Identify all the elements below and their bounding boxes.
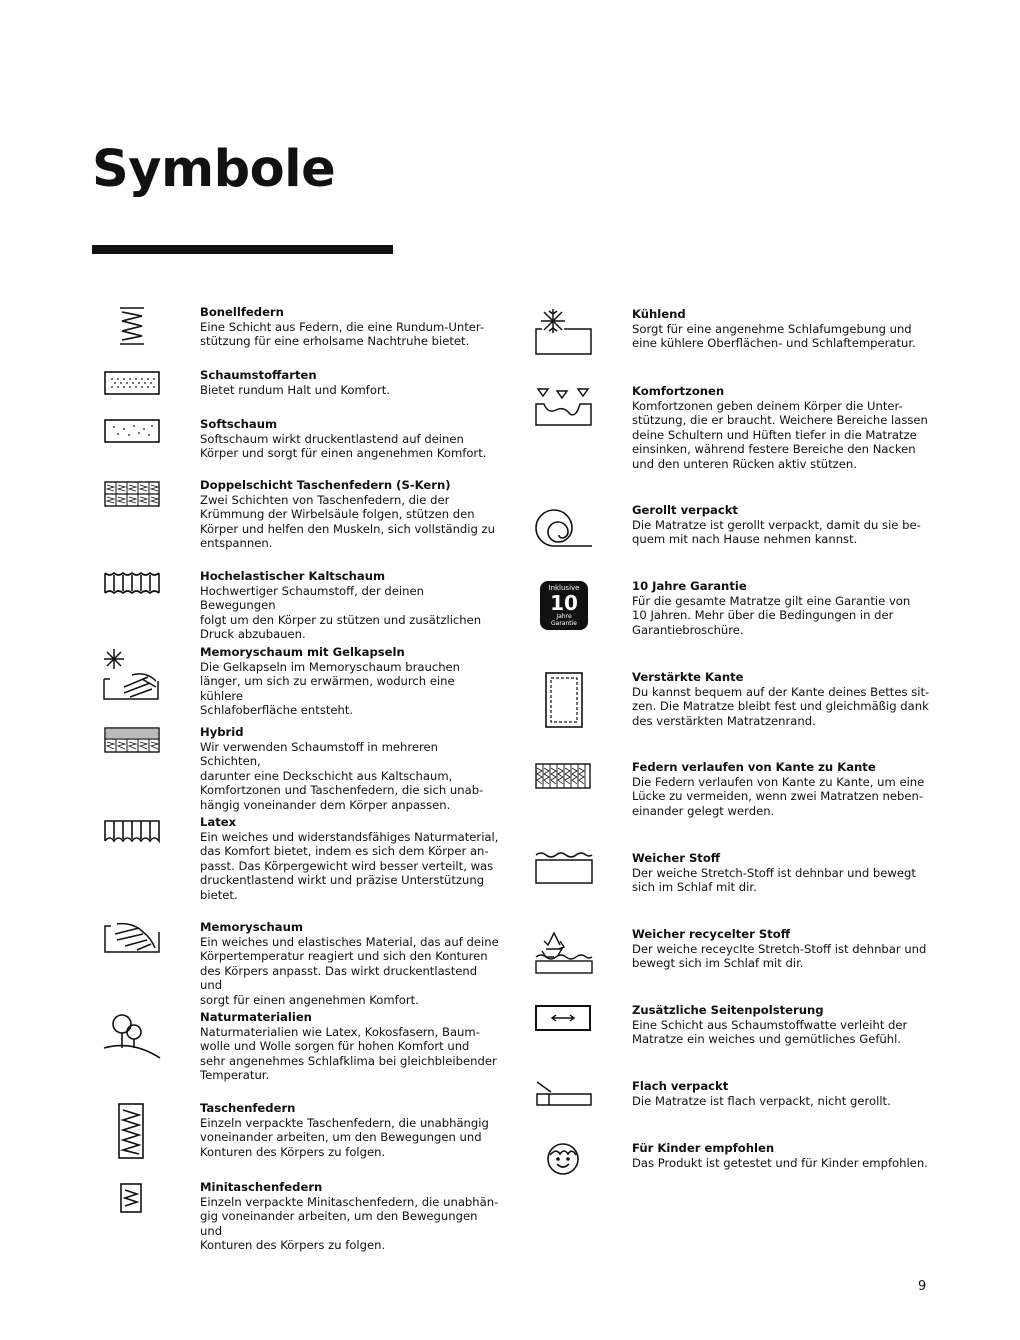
entry-title: Latex (200, 815, 237, 829)
entry-description: Die Gelkapseln im Memoryschaum brauchen länger, um sich zu erwärmen, wodurch eine kühlere Schlafoberfläche entsteht. (200, 659, 461, 717)
entry-description: Der weiche receycIte Stretch-Stoff ist dehnbar und bewegt sich im Schlaf mit dir. (632, 941, 927, 970)
cooling-icon (534, 307, 594, 357)
entry-description: Einzeln verpackte Minitaschenfedern, die unabhän- gig voneinander arbeiten, um den Bewegungen und Konturen des Körpers zu folgen. (200, 1194, 499, 1252)
entry-title: 10 Jahre Garantie (632, 579, 747, 593)
entry-title: Schaumstoffarten (200, 368, 317, 382)
entry-description: Hochwertiger Schaumstoff, der deinen Bewegungen folgt um den Körper zu stützen und zusätzlichen Druck abzubauen. (200, 583, 482, 641)
rolled-icon (534, 502, 594, 550)
comfort-zones-icon (534, 386, 594, 428)
entry-title: Zusätzliche Seitenpolsterung (632, 1003, 824, 1017)
entry-description: Sorgt für eine angenehme Schlafumgebung und eine kühlere Oberflächen- und Schlaftemperatur. (632, 321, 916, 350)
entry-naturmaterialien (200, 1010, 500, 1083)
entry-title: Flach verpackt (632, 1079, 729, 1093)
entry-description: Naturmaterialien wie Latex, Kokosfasern, Baum- wolle und Wolle sorgen für hohen Komfort und sehr angenehmes Schlafklima bei gleichbleibender Temperatur. (200, 1024, 497, 1082)
entry-description: Du kannst bequem auf der Kante deines Bettes sit- zen. Die Matratze bleibt fest und gleichmäßig dank des verstärkten Matratzenrand. (632, 684, 930, 728)
entry-description: Der weiche Stretch-Stoff ist dehnbar und bewegt sich im Schlaf mit dir. (632, 865, 916, 894)
kids-recommended-icon (546, 1142, 580, 1176)
entry-weicher-stoff (632, 851, 932, 895)
badge-line2: Garantie (551, 620, 577, 627)
entry-description: Das Produkt ist getestet und für Kinder empfohlen. (632, 1155, 928, 1170)
badge-line1: Jahre (556, 613, 572, 620)
recycled-fabric-icon (534, 927, 594, 975)
entry-description: Bietet rundum Halt und Komfort. (200, 382, 390, 397)
memory-foam-icon (103, 920, 161, 956)
entry-description: Wir verwenden Schaumstoff in mehreren Schichten, darunter eine Deckschicht aus Kaltschaum, Komfortzonen und Taschenfedern, die sich unab- hängig voneinander dem Körper anpassen. (200, 739, 484, 812)
entry-kinder (632, 1141, 932, 1170)
entry-bonellfedern (200, 305, 500, 349)
entry-title: Memoryschaum (200, 920, 303, 934)
edge-to-edge-springs-icon (535, 763, 591, 789)
natural-materials-icon (102, 1010, 162, 1062)
entry-flach-verpackt (632, 1079, 932, 1108)
entry-seitenpolsterung (632, 1003, 932, 1047)
entry-latex (200, 815, 500, 902)
entry-description: Komfortzonen geben deinem Körper die Unter- stützung, die er braucht. Weichere Bereiche lassen deine Schultern und Hüften tiefer in die Matratze einsinken, während festere Bereiche den Nacken und den unteren Rücken aktiv stützen. (632, 398, 928, 471)
entry-description: Die Matratze ist flach verpackt, nicht gerollt. (632, 1093, 891, 1108)
soft-foam-icon (104, 418, 160, 444)
entry-doppelschicht (200, 478, 500, 551)
reinforced-edge-icon (545, 672, 583, 728)
entry-schaumstoffarten (200, 368, 500, 397)
entry-title: Hochelastischer Kaltschaum (200, 569, 386, 583)
entry-description: Ein weiches und widerstandsfähiges Naturmaterial, das Komfort bietet, indem es sich dem Körper an- passt. Das Körpergewicht wird besser verteilt, was druckentlastend wirkt und präzise Unterstützung bietet. (200, 829, 499, 902)
pocket-spring-icon (118, 1102, 144, 1160)
entry-hybrid (200, 725, 500, 812)
title-underline (92, 245, 393, 254)
entry-description: Zwei Schichten von Taschenfedern, die der Krümmung der Wirbelsäule folgen, stützen den Körper und helfen den Muskeln, sich vollständig zu entspannen. (200, 492, 495, 550)
entry-gerollt (632, 503, 932, 547)
entry-description: Einzeln verpackte Taschenfedern, die unabhängig voneinander arbeiten, um den Bewegungen und Konturen des Körpers zu folgen. (200, 1115, 489, 1159)
high-resilience-foam-icon (104, 570, 160, 596)
entry-garantie (632, 579, 932, 637)
memory-foam-gel-icon (102, 647, 162, 703)
page-number: 9 (918, 1279, 927, 1294)
entry-title: Kühlend (632, 307, 686, 321)
warranty-badge-icon (540, 581, 588, 630)
badge-top-label: Inklusive (548, 584, 580, 592)
entry-federn-kante (632, 760, 932, 818)
entry-title: Weicher recycelter Stoff (632, 927, 791, 941)
entry-title: Hybrid (200, 725, 244, 739)
latex-icon (104, 817, 160, 845)
flat-packed-icon (535, 1080, 593, 1108)
entry-title: Minitaschenfedern (200, 1180, 323, 1194)
entry-description: Für die gesamte Matratze gilt eine Garantie von 10 Jahren. Mehr über die Bedingungen in der Garantiebroschüre. (632, 593, 911, 637)
entry-recycelter-stoff (632, 927, 932, 971)
soft-fabric-icon (534, 851, 594, 885)
entry-title: Taschenfedern (200, 1101, 296, 1115)
bonell-spring-icon (104, 304, 160, 348)
entry-verstaerkte-kante (632, 670, 932, 728)
badge-number: 10 (550, 591, 578, 615)
entry-memory-gel (200, 645, 500, 718)
mini-pocket-spring-icon (118, 1182, 144, 1214)
entry-title: Federn verlaufen von Kante zu Kante (632, 760, 876, 774)
entry-komfortzonen (632, 384, 932, 471)
double-pocket-spring-icon (104, 481, 160, 507)
entry-description: Ein weiches und elastisches Material, das auf deine Körpertemperatur reagiert und sich den Konturen des Körpers anpasst. Das wirkt druckentlastend und sorgt für einen angenehmen Komfort. (200, 934, 499, 1007)
entry-description: Die Federn verlaufen von Kante zu Kante, um eine Lücke zu vermeiden, wenn zwei Matratzen neben- einander gelegt werden. (632, 774, 925, 818)
entry-title: Für Kinder empfohlen (632, 1141, 775, 1155)
entry-memoryschaum (200, 920, 500, 1007)
entry-title: Weicher Stoff (632, 851, 721, 865)
entry-title: Verstärkte Kante (632, 670, 744, 684)
side-padding-icon (535, 1005, 591, 1031)
entry-kuehlend (632, 307, 932, 351)
entry-title: Memoryschaum mit Gelkapseln (200, 645, 405, 659)
entry-title: Softschaum (200, 417, 278, 431)
entry-taschenfedern (200, 1101, 500, 1159)
page-title: Symbole (92, 140, 336, 199)
hybrid-icon (104, 727, 160, 753)
entry-title: Doppelschicht Taschenfedern (S-Kern) (200, 478, 451, 492)
entry-title: Bonellfedern (200, 305, 284, 319)
entry-description: Eine Schicht aus Federn, die eine Rundum-Unter- stützung für eine erholsame Nachtruhe bietet. (200, 319, 485, 348)
entry-title: Gerollt verpackt (632, 503, 738, 517)
foam-types-icon (104, 370, 160, 396)
entry-description: Die Matratze ist gerollt verpackt, damit du sie be- quem mit nach Hause nehmen kannst. (632, 517, 921, 546)
entry-title: Naturmaterialien (200, 1010, 312, 1024)
entry-title: Komfortzonen (632, 384, 725, 398)
entry-softschaum (200, 417, 500, 461)
entry-kaltschaum (200, 569, 500, 642)
entry-minitaschenfedern (200, 1180, 500, 1253)
entry-description: Softschaum wirkt druckentlastend auf deinen Körper und sorgt für einen angenehmen Komfort. (200, 431, 487, 460)
entry-description: Eine Schicht aus Schaumstoffwatte verleiht der Matratze ein weiches und gemütliches Gefühl. (632, 1017, 908, 1046)
